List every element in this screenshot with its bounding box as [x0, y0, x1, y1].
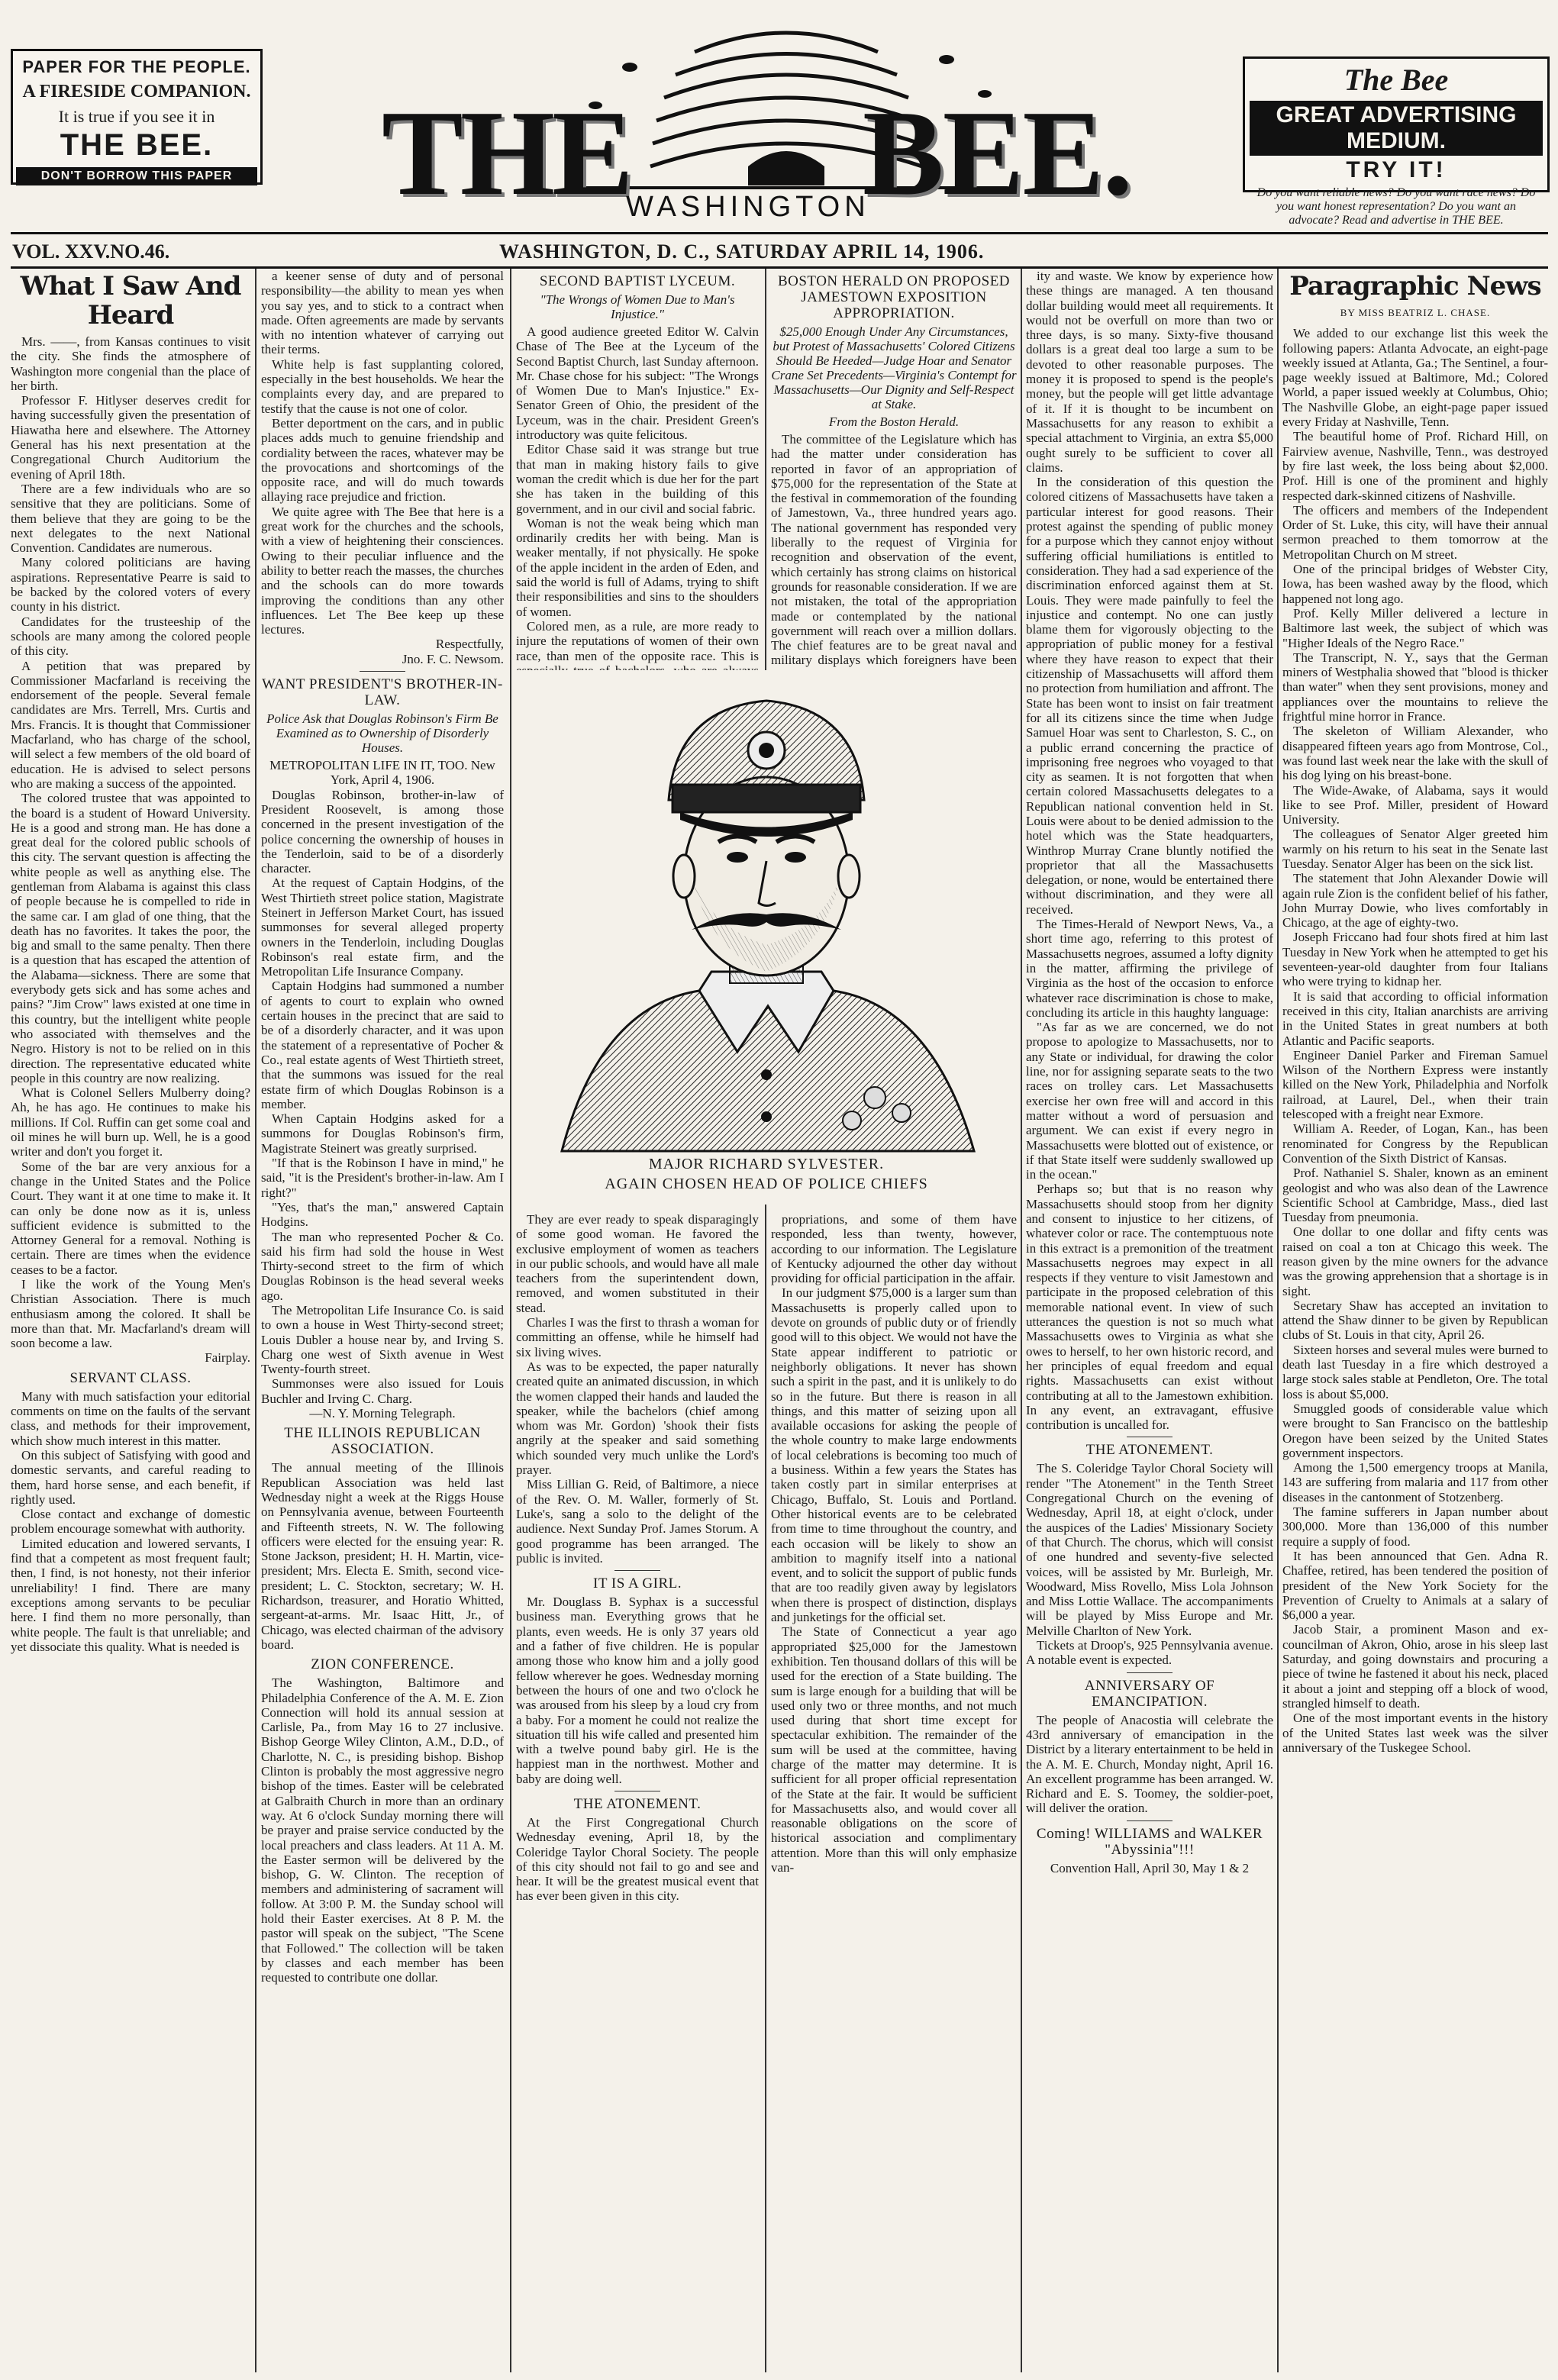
column-1-heading: What I Saw And Heard [20, 271, 241, 331]
news-paragraph: One of the principal bridges of Webster City, Iowa, has been washed away by the flood, which happened not long ago. [1282, 562, 1548, 606]
article-paragraph: Charles I was the first to thrash a woman for committing an offense, while he himself had six living wives. [516, 1315, 759, 1359]
article-paragraph: Miss Lillian G. Reid, of Baltimore, a niece of the Rev. O. M. Waller, formerly of St. Luke's, sang a solo to the delight of the audience. Next Sunday Prof. James Storum. A good programme has been arranged. The public is invited. [516, 1477, 759, 1566]
news-paragraph: Prof. Kelly Miller delivered a lecture in Baltimore last week, the subject of which was "Higher Ideals of the Negro Race." [1282, 605, 1548, 650]
news-paragraph: Secretary Shaw has accepted an invitation to attend the Shaw dinner to be given by Republican clubs of St. Louis in that city, April 26. [1282, 1298, 1548, 1343]
article-headline: SERVANT CLASS. [69, 1369, 192, 1386]
article-paragraph: A petition that was prepared by Commissioner Macfarland is receiving the endorsement of the people. Several female candidates are Mrs. Terrell, Mrs. Curtis and Mrs. Francis. It is thought that Commissioner Macfarland, who has charge of the school, will select a few members of the old board of education. He is advised to select persons who are making a success of the appointed. [11, 658, 250, 791]
article-paragraph: Many with much satisfaction your editorial comments on time on the faults of the servant class, and methods for their improvement, which show much interest in this matter. [11, 1388, 250, 1448]
article-paragraph: The S. Coleridge Taylor Choral Society will render "The Atonement" in the Tenth Street Congregational Church on the evening of Wednesday, April 18, at eight o'clock, under the auspices of the Ladies' Missionary Society of that Church. The chorus, which will consist of one hundred and seventy-five selected voices, will be assisted by Mr. Burleigh, Mr. Woodward, Miss Rovello, Miss Lola Johnson and Miss Lottie Wallace. The accompaniments will be played by Miss Europe and Mr. Melville Charlton of New York. [1026, 1461, 1273, 1638]
column-rule [1021, 269, 1022, 2372]
article-headline: THE ATONEMENT. [1085, 1442, 1214, 1459]
article-headline: THE ILLINOIS REPUBLICAN ASSOCIATION. [284, 1425, 481, 1458]
article-headline: ANNIVERSARY OF EMANCIPATION. [1084, 1677, 1215, 1710]
column-3-bottom [516, 1212, 759, 2372]
signature: Fairplay. [205, 1350, 250, 1366]
article-paragraph: In our judgment $75,000 is a larger sum than Massachusetts is properly called upon to devote on grounds of public duty or of friendly good will to this object. We would not have the State appear indifferent to patriotic or neighborly obligations. It never has shown such a spirit in the past, and it is unlikely to do so in the future. But there is reason in all things, and this matter of seizing upon all available occasions for asking the people of the whole country to make large endowments of local celebrations is becoming too much of a business. Within a few years the States has taken costly part in similar enterprises at Chicago, Buffalo, St. Louis and Portland. Other historical events are to be celebrated from time to time throughout the country, and each occasion will be likely to show an ambition to magnify itself into a national event, and to solicit the support of public funds that are too readily given away by legislators when there is prospect of distinction, displays and junketings for the official set. [771, 1285, 1017, 1625]
article-headline: SECOND BAPTIST LYCEUM. [539, 273, 736, 289]
article-paragraph: I like the work of the Young Men's Christian Association. There is much enthusiasm among the colored. It shall be more than that. Mr. Macfarland's dream will soon become a law. [11, 1277, 250, 1351]
article-paragraph: Some of the bar are very anxious for a change in the United States and the Police Court. They want it at one time to make it. It can only be done now as it is, unless sufficient evidence is submitted to the Attorney General for a removal. Nothing is certain. There are times when the evidence ceases to be a factor. [11, 1159, 250, 1277]
article-paragraph: The Times-Herald of Newport News, Va., a short time ago, referring to this protest of Massachusetts negroes, assumed a lofty dignity in the matter, affirming the privilege of Virginia as the host of the occasion to enforce whatever race discrimination is chose to make, concluding its article in this haughty language: [1026, 917, 1273, 1020]
article-headline: WANT PRESIDENT'S BROTHER-IN-LAW. [262, 676, 503, 709]
news-paragraph: We added to our exchange list this week the following papers: Atlanta Advocate, an eight-page weekly issued at Atlanta, Ga.; The Sentinel, a four-page weekly issued at Baltimore, Md.; Colored World, a paper issued weekly at Columbus, Ohio; The Nashville Globe, an eight-page paper issued every Friday at Nashville, Tenn. [1282, 326, 1548, 430]
article-paragraph: As was to be expected, the paper naturally created quite an animated discussion, in which the women clapped their hands and lauded the speaker, while the bachelors (chief among whom was Mr. Gordon) 'shook their fists angrily at the speaker and said something which sounded very much unlike the Lord's prayer. [516, 1359, 759, 1478]
column-rule [255, 269, 256, 2372]
article-paragraph: ity and waste. We know by experience how these things are managed. A ten thousand dollar building would meet all requirements. It would not be overfull on more than two or three days, is so many. Sixty-five thousand dollars is a great deal too large a sum to be devoted to other reasonable purposes. The money it is proposed to spend is the people's money, but the people will get little advantage of it. If it is thought to be incumbent on Massachusetts for any reason to exhibit a special attachment to Virginia, an extra $5,000 ought surely to be sufficient to cover all claims. [1026, 269, 1273, 475]
news-paragraph: Engineer Daniel Parker and Fireman Samuel Wilson of the Northern Express were instantly killed on the New York, Philadelphia and Norfolk railroad, at Laurel, Del., when their train telescoped with a freight near Exmore. [1282, 1047, 1548, 1122]
news-paragraph: Jacob Stair, a prominent Mason and ex-councilman of Akron, Ohio, arose in his sleep last Saturday, and going downstairs and procuring a piece of twine he fastened it about his neck, placed it about a joint and stepping off a block of wood, strangled himself to death. [1282, 1622, 1548, 1711]
article-paragraph: When Captain Hodgins asked for a summons for Douglas Robinson's firm, Magistrate Steinert was greatly surprised. [261, 1111, 504, 1156]
news-paragraph: The officers and members of the Independent Order of St. Luke, this city, will have their annual sermon preached to them tomorrow at the Metropolitan Church on M street. [1282, 502, 1548, 562]
ear-right-line3: TRY IT! [1346, 157, 1447, 182]
article-paragraph: Limited education and lowered servants, I find that a competent as most frequent fault; then, I find, is not honesty, not their inferior unreliability! I find. There are many exceptions among servants to be peculiar here. I find them no more personally, than white people. The fault is that unreliable; and yet dissociate this quality. What is needed is [11, 1536, 250, 1654]
article-paragraph: Woman is not the weak being which man ordinarily credits her with being. Man is weaker mentally, if not physically. He spoke of the apple incident in the arden of Eden, and said the world is full of Adams, trying to shift their responsibilities and sins to the shoulders of women. [516, 515, 759, 619]
news-paragraph: Joseph Friccano had four shots fired at him last Tuesday in New York when he attempted to get his seventeen-year-old daughter from four Italians who were trying to kidnap her. [1282, 930, 1548, 989]
article-paragraph: The colored trustee that was appointed to the board is a student of Howard University. He is a good and strong man. He has done a great deal for the colored public schools of this city. The servant question is affecting the white people as well as anything else. The gentleman from Alabama is against this class of people because he is compelled to ride in the same car. I am glad of one thing, that the death has no favorites. It takes the poor, the big and small to the same penalty. Then there is a question that has escaped the attention of the Alabama—sickness. There are some that everybody gets sick and has some aches and pains? "Jim Crow" laws existed at one time in this country, but the intelligent white people who associated with themselves and the Negro. History is not to be relied on in this direction. The representative educated white people in this country are now realizing. [11, 791, 250, 1085]
column-rule [510, 269, 511, 2372]
title-city: WASHINGTON [626, 191, 870, 223]
news-paragraph: William A. Reeder, of Logan, Kan., has been renominated for Congress by the Republican Convention of the Sixth District of Kansas. [1282, 1121, 1548, 1166]
article-paragraph: Many colored politicians are having aspirations. Representative Pearre is said to be backed by the colored voters of every county in his district. [11, 555, 250, 614]
ad-headline: Coming! WILLIAMS and WALKER "Abyssinia"!!! [1036, 1825, 1263, 1858]
ear-right-line4: Do you want reliable news? Do you want race news? Do you want honest representation? Do you want an advocate? Read and advertise in THE BEE. [1256, 186, 1536, 227]
portrait-caption-title: AGAIN CHOSEN HEAD OF POLICE CHIEFS [605, 1175, 928, 1192]
place-and-date: WASHINGTON, D. C., SATURDAY APRIL 14, 1906. [499, 240, 985, 263]
article-paragraph: The people of Anacostia will celebrate the 43rd anniversary of emancipation in the District by a literary entertainment to be held in the A. M. E. Church, Monday night, April 16. An excellent programme has been arranged. W. Richard and E. S. Toomey, the soldier-poet, will deliver the oration. [1026, 1712, 1273, 1816]
article-paragraph: There are a few individuals who are so sensitive that they are politicians. Some of them believe that they are going to be the next delegates to the next National Convention. Candidates are numerous. [11, 481, 250, 556]
article-paragraph: Professor F. Hitlyser deserves credit for having successfully given the presentation of Hiawatha here and elsewhere. The Attorney General has his next presentation at the Congregational Church Auditorium the evening of April 18th. [11, 393, 250, 482]
article-paragraph: Candidates for the trusteeship of the schools are many among the colored people of this city. [11, 614, 250, 659]
volume-number: VOL. XXV.NO.46. [12, 240, 170, 263]
article-paragraph: A good audience greeted Editor W. Calvin Chase of The Bee at the Lyceum of the Second Baptist Church, last Sunday afternoon. Mr. Chase chose for his subject: "The Wrongs of Women Due to Man's Injustice." Ex-Senator Green of Ohio, the president of the Lyceum, was in the chair. President Green's introductory was quite felicitous. [516, 324, 759, 443]
ear-left-line4: THE BEE. [60, 128, 214, 162]
article-paragraph: propriations, and some of them have responded, less than twenty, however, according to our information. The Legislature of Kentucky adjourned the other day without providing for official participation in the affair. [771, 1212, 1017, 1286]
column-6-byline: BY MISS BEATRIZ L. CHASE. [1340, 307, 1491, 318]
article-paragraph: Douglas Robinson, brother-in-law of President Roosevelt, is among those concerned in the present investigation of the police concerning the ownership of houses in the Tenderloin, said to be of a disorderly character. [261, 787, 504, 876]
column-4-top [771, 269, 1017, 666]
news-paragraph: Smuggled goods of considerable value which were brought to San Francisco on the battleship Oregon have been seized by the United States government inspectors. [1282, 1401, 1548, 1460]
article-paragraph: Better deportment on the cars, and in public places adds much to genuine friendship and cordiality between the races, whatever may be the provocations and shortcomings of the opposite race, and will do much towards allaying race prejudice and friction. [261, 415, 504, 505]
news-paragraph: Prof. Nathaniel S. Shaler, known as an eminent geologist and who was also dean of the Lawrence Scientific School at Cambridge, Mass., died last Tuesday from pneumonia. [1282, 1166, 1548, 1225]
divider [614, 1570, 660, 1571]
column-3-top [516, 269, 759, 666]
article-paragraph: Summonses were also issued for Louis Buchler and Irving C. Charg. [261, 1376, 504, 1406]
dateline-bar [11, 232, 1548, 269]
article-subheadline: "The Wrongs of Women Due to Man's Injustice." [540, 292, 735, 321]
column-rule [765, 269, 766, 2372]
divider [1127, 1820, 1173, 1821]
article-paragraph: "As far as we are concerned, we do not propose to apologize to Massachusetts, nor to any State or individual, for drawing the color line, nor for assigning separate seats to the two races on trolley cars. Let Massachusetts exercise her own free will and accord in this matter without a word of persuasion and argument. We can exist if every negro in Massachusetts were blotted out of existence, or if that State itself were suddenly swallowed up in the ocean." [1026, 1020, 1273, 1182]
article-paragraph: The committee of the Legislature which has had the matter under consideration has reported in favor of an appropriation of $75,000 for the representation of the State at the festival in commemoration of the founding of Jamestown, Va., three hundred years ago. The national government has responded very liberally to the request of Virginia for recognition and observation of the event, which certainly has strong claims on historical grounds for reasonable consideration. If we are not mistaken, the total of the appropriation made or contemplated by the national government will reach over a million dollars. The chief features are to be great naval and military displays which foreigners have been [771, 432, 1017, 668]
masthead [0, 0, 1558, 229]
title-word-bee: BEE. [863, 85, 1132, 221]
article-paragraph: They are ever ready to speak disparagingly of some good woman. He favored the exclusive employment of women as teachers in our public schools, and would have all male teachers from the superintendent down, removed, and women substituted in their stead. [516, 1212, 759, 1315]
article-headline: ZION CONFERENCE. [311, 1656, 454, 1673]
article-paragraph: Mrs. ——, from Kansas continues to visit the city. She finds the atmosphere of Washington more congenial than the place of her birth. [11, 334, 250, 393]
column-2 [261, 269, 504, 2372]
article-paragraph: We quite agree with The Bee that here is a great work for the churches and the schools, with a view of heightening their consciences. Owing to their peculiar influence and the ability to better reach the masses, the churches and the schools can do more towards improving the conditions than any other influences. Let The Bee keep up these lectures. [261, 504, 504, 637]
column-1 [11, 269, 250, 2372]
signature: Jno. F. C. Newsom. [402, 651, 504, 666]
ear-left-line2: A FIRESIDE COMPANION. [22, 82, 251, 102]
news-paragraph: It has been announced that Gen. Adna R. Chaffee, retired, has been tendered the position of president of the New York Society for the Prevention of Cruelty to Animals at a salary of $6,000 a year. [1282, 1548, 1548, 1623]
column-rule [1277, 269, 1279, 2372]
article-paragraph: The Washington, Baltimore and Philadelphia Conference of the A. M. E. Zion Connection will hold its annual session at Carlisle, Pa., from May 16 to 27 inclusive. Bishop George Wiley Clinton, A.M., D.D., of Charlotte, N. C., is presiding bishop. Bishop Clinton is probably the most aggressive negro bishop of the times. Easter will be celebrated at Galbraith Church in more than an ordinary way. At 6 o'clock Sunday morning there will be prayer and praise service conducted by the local preachers and class leaders. At 11 A. M. the Easter sermon will be delivered by the bishop, G. W. Clinton. The reception of members and administering of sacrament will follow. At 3:00 P. M. the Sunday school will hold their Easter exercises. At 8 P. M. the pastor will speak on the subject, "The Scene that Followed." The collection will be taken by classes and each member has been requested to contribute one dollar. [261, 1675, 504, 1985]
article-headline: BOSTON HERALD ON PROPOSED JAMESTOWN EXPOSITION APPROPRIATION. [777, 273, 1011, 321]
news-paragraph: The statement that John Alexander Dowie will again rule Zion is the confident belief of his father, John Murray Dowie, who lives comfortably in Chicago, at the age of eighty-two. [1282, 871, 1548, 930]
ear-right-line1: The Bee [1343, 63, 1449, 97]
article-paragraph: On this subject of Satisfying with good and domestic servants, and careful reading to them, hard horse sense, and each benefit, if rightly used. [11, 1447, 250, 1507]
divider [360, 671, 405, 672]
portrait-illustration [516, 670, 1017, 1205]
article-paragraph: Captain Hodgins had summoned a number of agents to court to explain who owned certain houses in the precinct that are said to be of a disorderly character, and it was upon the statement of a representative of Pocher & Co., real estate agents of West Thirtieth street, that the summons was issued for the real estate firm of which Douglas Robinson is a member. [261, 979, 504, 1111]
article-dateline: METROPOLITAN LIFE IN IT, TOO. New York, April 4, 1906. [269, 758, 495, 788]
news-paragraph: The beautiful home of Prof. Richard Hill, on Fairview avenue, Nashville, Tenn., was destroyed by fire last week, the loss being about $2,000. Prof. Hill is one of the prominent and highly respected dark-skinned citizens of Nashville. [1282, 429, 1548, 503]
article-paragraph: a keener sense of duty and of personal responsibility—the ability to mean yes when you say yes, and to stick to a contract when made. Often agreements are made by servants with no intention whatever of carrying out their terms. [261, 269, 504, 357]
signature: Respectfully, [435, 637, 504, 652]
article-headline: IT IS A GIRL. [593, 1575, 682, 1592]
article-paragraph: What is Colonel Sellers Mulberry doing? Ah, he has ago. He continues to make his millions. If Col. Ruffin can get some coal and oil mines he will burn up. Well, he is a good writer and don't you forget it. [11, 1085, 250, 1159]
news-paragraph: The Wide-Awake, of Alabama, says it would like to see Prof. Miller, president of Howard University. [1282, 782, 1548, 827]
news-paragraph: One of the most important events in the history of the United States last week was the silver anniversary of the Tuskegee School. [1282, 1711, 1548, 1755]
column-6-heading: Paragraphic News [1289, 271, 1541, 302]
title-word-the: THE [382, 85, 631, 221]
ear-left-line3: It is true if you see it in [58, 107, 215, 126]
article-paragraph: The Metropolitan Life Insurance Co. is said to own a house in West Thirty-second street; Louis Dubler a house near by, and Irving S. Charg one west of Sixth avenue in West Twenty-fourth street. [261, 1303, 504, 1377]
article-paragraph: Editor Chase said it was strange but true that man in making history fails to give woman the credit which is due her for the part she has taken in the building of this government, and in our civil and social fabric. [516, 442, 759, 516]
article-paragraph: At the request of Captain Hodgins, of the West Thirtieth street police station, Magistrate Steinert in Jefferson Market Court, has issued summonses for several alleged property owners in the Tenderloin, including Douglas Robinson's real estate firm, and the Metropolitan Life Insurance Company. [261, 876, 504, 979]
portrait-caption-name: MAJOR RICHARD SYLVESTER. [648, 1156, 885, 1172]
article-paragraph: The annual meeting of the Illinois Republican Association was held last Wednesday night a week at the Riggs House on Pennsylvania avenue, between Fourteenth and Fifteenth streets, N. W. The following officers were elected for the ensuing year: R. Stone Jackson, president; H. H. Martin, vice-president; Mrs. Electa E. Smith, second vice-president; L. C. Stockton, secretary; W. H. Richardson, treasurer, and Horatio Whitted, sergeant-at-arms. Mr. Isaac Hitt, Jr., of Chicago, was elected chairman of the advisory board. [261, 1460, 504, 1652]
article-paragraph: Mr. Douglass B. Syphax is a successful business man. Everything grows that he plants, even weeds. He is only 37 years old and a father of five children. He is popular among those who know him and a jolly good fellow wherever he goes. Wednesday morning between the hours of one and two o'clock he was aroused from his sleep by a loud cry from a baby. For a moment he could not realize the situation till his wife called and presented him with a twelve pound baby girl. He is the happiest man in the northwest. Mother and baby are doing well. [516, 1595, 759, 1786]
article-paragraph: Colored men, as a rule, are more ready to injure the reputations of women of their own race, than men of the opposite race. This is [516, 618, 759, 663]
news-paragraph: The skeleton of William Alexander, who disappeared fifteen years ago from Montrose, Col., was found last week near the lake with the skull of his dog lying on his breast-bone. [1282, 724, 1548, 783]
article-paragraph: The State of Connecticut a year ago appropriated $25,000 for the Jamestown exhibition. Ten thousand dollars of this will be used for the erection of a State building. The sum is large enough for a building that will be used only two or three months, and not much used during that short time except for spectacular exhibition. The remainder of the sum will be used at the committee, having charge of the matter may determine. It is sufficient for all proper official representation of the State at the fair. It would be sufficient for Massachusetts also, and would cover all reasonable obligations on the score of historical association and complimentary attention. More than this will only emphasize van- [771, 1624, 1017, 1875]
article-source: From the Boston Herald. [828, 414, 960, 429]
news-paragraph: Sixteen horses and several mules were burned to death last Tuesday in a fire which destroyed a large stock sales stable at Pendleton, Ore. The total loss is about $5,000. [1282, 1342, 1548, 1401]
article-paragraph: At the First Congregational Church Wednesday evening, April 18, by the Coleridge Taylor Choral Society. The people of this city should not fail to go and see and hear. It will be the greatest musical event that has ever been given in this city. [516, 1814, 759, 1904]
article-paragraph: The man who represented Pocher & Co. said his firm had sold the house in West Thirty-second street to the firm of which Douglas Robinson is the head several weeks ago. [261, 1229, 504, 1303]
news-paragraph: The famine sufferers in Japan number about 300,000. More than 136,000 of this number require a supply of food. [1282, 1504, 1548, 1549]
news-paragraph: The Transcript, N. Y., says that the German miners of Westphalia showed that "blood is thicker than water" when they sent provisions, money and appliances over the mountains to relieve the frightful mine horror in France. [1282, 650, 1548, 724]
ear-left-line5: DON'T BORROW THIS PAPER [16, 167, 257, 185]
ad-venue: Convention Hall, April 30, May 1 & 2 [1050, 1860, 1250, 1875]
ear-left-line1: PAPER FOR THE PEOPLE. [22, 57, 251, 76]
news-paragraph: The colleagues of Senator Alger greeted him warmly on his return to his seat in the Senate last Tuesday. Senator Alger has been on the sick list. [1282, 827, 1548, 871]
news-paragraph: It is said that according to official information received in this city, Italian anarchists are arriving in the United States in great numbers at both Atlantic and Pacific seaports. [1282, 988, 1548, 1048]
article-paragraph: In the consideration of this question the colored citizens of Massachusetts have taken a particular interest for good reasons. Their protest against the spending of public money for a purpose which they cannot enjoy without suffering official humiliations is entitled to consideration. They had a sad experience of the discrimination enforced against them at St. Louis. They were made painfully to feel the injustice and contempt. No one can justly blame them for vigorously objecting to the appropriation of public money for a festival where they have reason to expect that their citizenship of Massachusetts will afford them no protection from humiliation and affront. The State has been wont to insist on fair treatment for all its citizens since the time when Judge Samuel Hoar was sent to Charleston, S. C., on a public errand concerning the practice of imprisoning free negroes who voyaged to that city as seamen. It is not forgotten that when certain colored Massachusetts delegates to a Republican national convention held in St. Louis were about to be denied admission to the hotel which was the State headquarters, Winthrop Murray Crane bluntly notified the proprietor that all the Massachusetts delegation, or none, would be entertained there without discrimination, and they were all received. [1026, 475, 1273, 917]
column-6 [1282, 269, 1548, 2372]
article-paragraph: Perhaps so; but that is no reason why Massachusetts should stoop from her dignity and consent to injustice to her citizens, of whatever color or race. The contemptuous note in this extract is a premonition of the treatment Massachusetts negroes may expect in all respects if they venture to visit Jamestown and participate in the proposed celebration of this memorable national event. In view of such utterances the question is not so much what Massachusetts owes to Virginia as what she owes to herself, to her own historic record, and her principles of equal freedom and equal rights. Massachusetts can exist without contributing at all to the Jamestown exhibition. In any event, an extravagant, effusive contribution is uncalled for. [1026, 1182, 1273, 1433]
left-ear-box [11, 49, 263, 185]
ear-right-line2: GREAT ADVERTISING MEDIUM. [1250, 101, 1543, 156]
masthead-logo [336, 21, 1237, 227]
column-4-bottom [771, 1212, 1017, 2372]
article-paragraph: "If that is the Robinson I have in mind," he said, "it is the President's brother-in-law. Am I right?" [261, 1156, 504, 1200]
article-subheadline: $25,000 Enough Under Any Circumstances, but Protest of Massachusetts' Colored Citizens Should Be Heeded—Judge Hoar and Senator Crane Set Precedents—Virginia's Contempt for Massachusetts—Our Dignity and Self-Respect at Stake. [771, 324, 1017, 411]
police-chief-portrait-image [516, 670, 1017, 1151]
divider [1127, 1672, 1173, 1673]
article-headline: THE ATONEMENT. [573, 1795, 702, 1812]
column-5 [1026, 269, 1273, 2372]
article-subheadline: Police Ask that Douglas Robinson's Firm Be Examined as to Ownership of Disorderly Houses. [266, 711, 498, 756]
article-paragraph: Tickets at Droop's, 925 Pennsylvania avenue. A notable event is expected. [1026, 1638, 1273, 1668]
article-paragraph: White help is fast supplanting colored, especially in the best households. We hear the complaints every day, and are prepared to testify that the cause is not one of color. [261, 356, 504, 416]
news-paragraph: One dollar to one dollar and fifty cents was raised on coal a ton at Chicago this week. The reason given by the mine owners for the advance was the growing apprehension that a shortage is in sight. [1282, 1224, 1548, 1298]
news-paragraph: Among the 1,500 emergency troops at Manila, 143 are suffering from malaria and 117 from other diseases in the cantonment of Stotzenberg. [1282, 1460, 1548, 1504]
right-ear-box [1243, 56, 1550, 227]
article-paragraph: Close contact and exchange of domestic problem encourage somewhat with authority. [11, 1507, 250, 1537]
article-paragraph: "Yes, that's the man," answered Captain Hodgins. [261, 1199, 504, 1230]
signature: —N. Y. Morning Telegraph. [309, 1406, 456, 1421]
